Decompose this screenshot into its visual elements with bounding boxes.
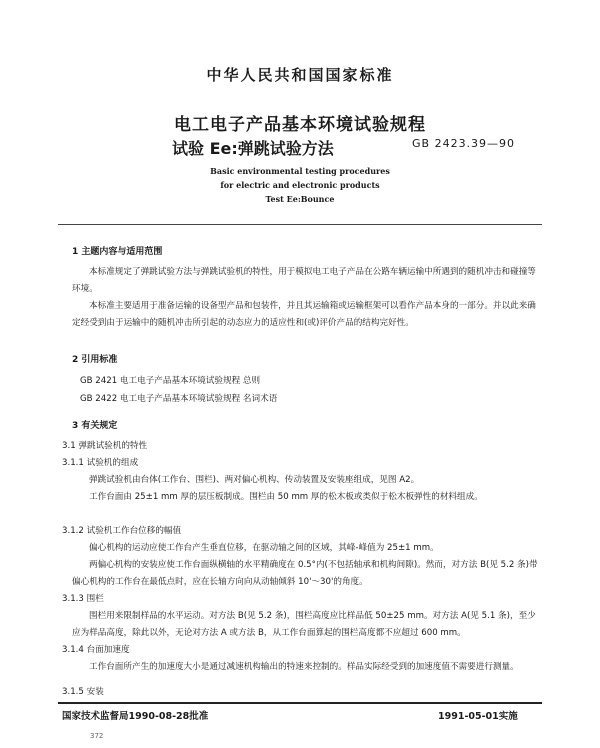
footer-divider (58, 702, 542, 704)
standard-code: GB 2423.39—90 (412, 137, 516, 150)
section-1-heading: 1 主题内容与适用范围 (72, 247, 163, 257)
approval-line: 国家技术监督局1990-08-28批准 (62, 711, 209, 722)
section-1-paragraph-2: 本标准主要适用于准备运输的设备型产品和包装件，并且其运输箱或运输框架可以看作产品本身的一部分。并以此来确定经受到由于运输中的随机冲击所引起的动态应力的适应性和(或)评价产品的结构完好性。 (72, 301, 536, 328)
section-3-1-1-paragraph-2: 工作台面由 25±1 mm 厚的层压板制成。围栏由 50 mm 厚的松木板或类似于松木板弹性的材料组成。 (89, 492, 483, 502)
section-3-1-2-heading: 3.1.2 试验机工作台位移的幅值 (62, 526, 182, 536)
section-3-1-2-paragraph-1: 偏心机构的运动应使工作台产生垂直位移，在驱动轴之间的区域，其峰-峰值为 25±1 mm。 (89, 543, 439, 553)
section-3-heading: 3 有关规定 (72, 421, 118, 431)
section-3-1-2-paragraph-2: 两偏心机构的安装应使工作台面纵横轴的水平精确度在 0.5°内(不包括轴承和机构间隙)。然而，对方法 B(见 5.2 条)带偏心机构的工作台在最低点时，应在长轴方向向从动轴倾斜 10'～30'的角度。 (72, 560, 538, 587)
document-title: 电工电子产品基本环境试验规程 (174, 115, 426, 135)
document-subtitle: 试验 Ee:弹跳试验方法 (172, 139, 334, 158)
section-2-heading: 2 引用标准 (72, 355, 118, 365)
english-title-line-2: for electric and electronic products (220, 180, 380, 190)
page-number: 372 (90, 732, 104, 740)
section-3-1-3-heading: 3.1.3 围栏 (62, 594, 104, 604)
section-3-1-heading: 3.1 弹跳试验机的特性 (62, 441, 148, 451)
header-divider (58, 224, 542, 225)
section-3-1-4-heading: 3.1.4 台面加速度 (62, 645, 130, 655)
section-1-paragraph-1: 本标准规定了弹跳试验方法与弹跳试验机的特性，用于模拟电工电子产品在公路车辆运输中所遇到的随机冲击和碰撞等环境。 (72, 267, 536, 294)
reference-gb2422: GB 2422 电工电子产品基本环境试验规程 名词术语 (80, 394, 278, 404)
national-standard-heading: 中华人民共和国国家标准 (206, 66, 394, 84)
section-3-1-3-paragraph-1: 围栏用来限制样品的水平运动。对方法 B(见 5.2 条)，围栏高度应比样品低 50±25 mm。对方法 A(见 5.1 条)，至少应为样品高度，除此以外，无论对方法 A 或方法 B，从工作台面算起的围栏高度都不应超过 600 mm。 (72, 611, 536, 638)
section-3-1-1-paragraph-1: 弹跳试验机由台体(工作台、围栏)、两对偏心机构、传动装置及安装座组成，见图 A2。 (89, 475, 420, 485)
english-title-line-1: Basic environmental testing procedures (210, 166, 390, 176)
implementation-date: 1991-05-01实施 (438, 711, 518, 722)
section-3-1-1-heading: 3.1.1 试验机的组成 (62, 458, 139, 468)
reference-gb2421: GB 2421 电工电子产品基本环境试验规程 总则 (80, 376, 261, 386)
section-3-1-5-heading: 3.1.5 安装 (62, 687, 104, 697)
section-3-1-4-paragraph-1: 工作台面所产生的加速度大小是通过减速机构输出的特速来控制的。样品实际经受到的加速度值不需要进行测量。 (89, 662, 519, 672)
english-title-line-3: Test Ee:Bounce (265, 194, 335, 204)
